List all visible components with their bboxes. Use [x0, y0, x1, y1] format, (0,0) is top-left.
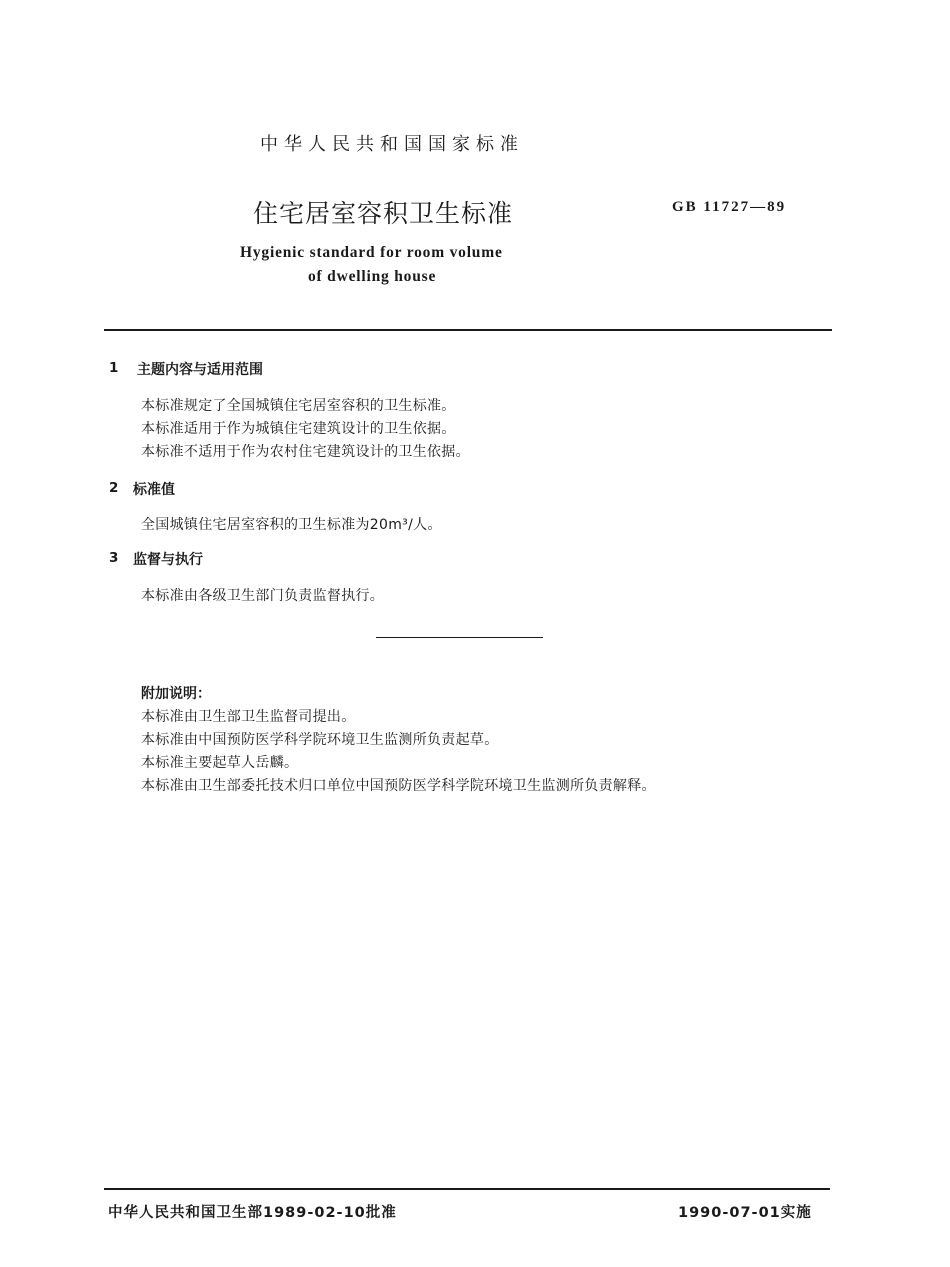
- section-3-number: 3: [109, 550, 119, 566]
- section-3-title: 监督与执行: [133, 552, 203, 568]
- section-1-number: 1: [109, 360, 119, 376]
- section-2-number: 2: [109, 480, 119, 496]
- section-3-paragraph: 本标准由各级卫生部门负责监督执行。: [141, 588, 385, 604]
- section-1-paragraph: 本标准规定了全国城镇住宅居室容积的卫生标准。: [141, 398, 456, 414]
- section-2-title: 标准值: [133, 482, 175, 498]
- additional-notes-title: 附加说明：: [141, 686, 211, 702]
- additional-note-line: 本标准由卫生部卫生监督司提出。: [141, 709, 356, 725]
- additional-note-line: 本标准由卫生部委托技术归口单位中国预防医学科学院环境卫生监测所负责解释。: [141, 778, 656, 794]
- document-title-en-line2: of dwelling house: [308, 268, 437, 285]
- end-divider: [376, 637, 543, 638]
- section-1-paragraph: 本标准适用于作为城镇住宅建筑设计的卫生依据。: [141, 421, 456, 437]
- document-title-en-line1: Hygienic standard for room volume: [240, 244, 503, 261]
- additional-note-line: 本标准由中国预防医学科学院环境卫生监测所负责起草。: [141, 732, 499, 748]
- approval-date: 中华人民共和国卫生部1989-02-10批准: [108, 1205, 397, 1221]
- standard-number: GB 11727—89: [672, 199, 787, 215]
- header-divider: [104, 329, 832, 331]
- section-1-title: 主题内容与适用范围: [137, 362, 263, 378]
- implementation-date: 1990-07-01实施: [678, 1205, 812, 1221]
- additional-note-line: 本标准主要起草人岳麟。: [141, 755, 299, 771]
- section-1-paragraph: 本标准不适用于作为农村住宅建筑设计的卫生依据。: [141, 444, 470, 460]
- footer-divider: [104, 1188, 830, 1190]
- section-2-paragraph: 全国城镇住宅居室容积的卫生标准为20m³/人。: [141, 517, 442, 533]
- national-standard-heading: 中华人民共和国国家标准: [260, 134, 524, 155]
- document-title-cn: 住宅居室容积卫生标准: [253, 199, 514, 228]
